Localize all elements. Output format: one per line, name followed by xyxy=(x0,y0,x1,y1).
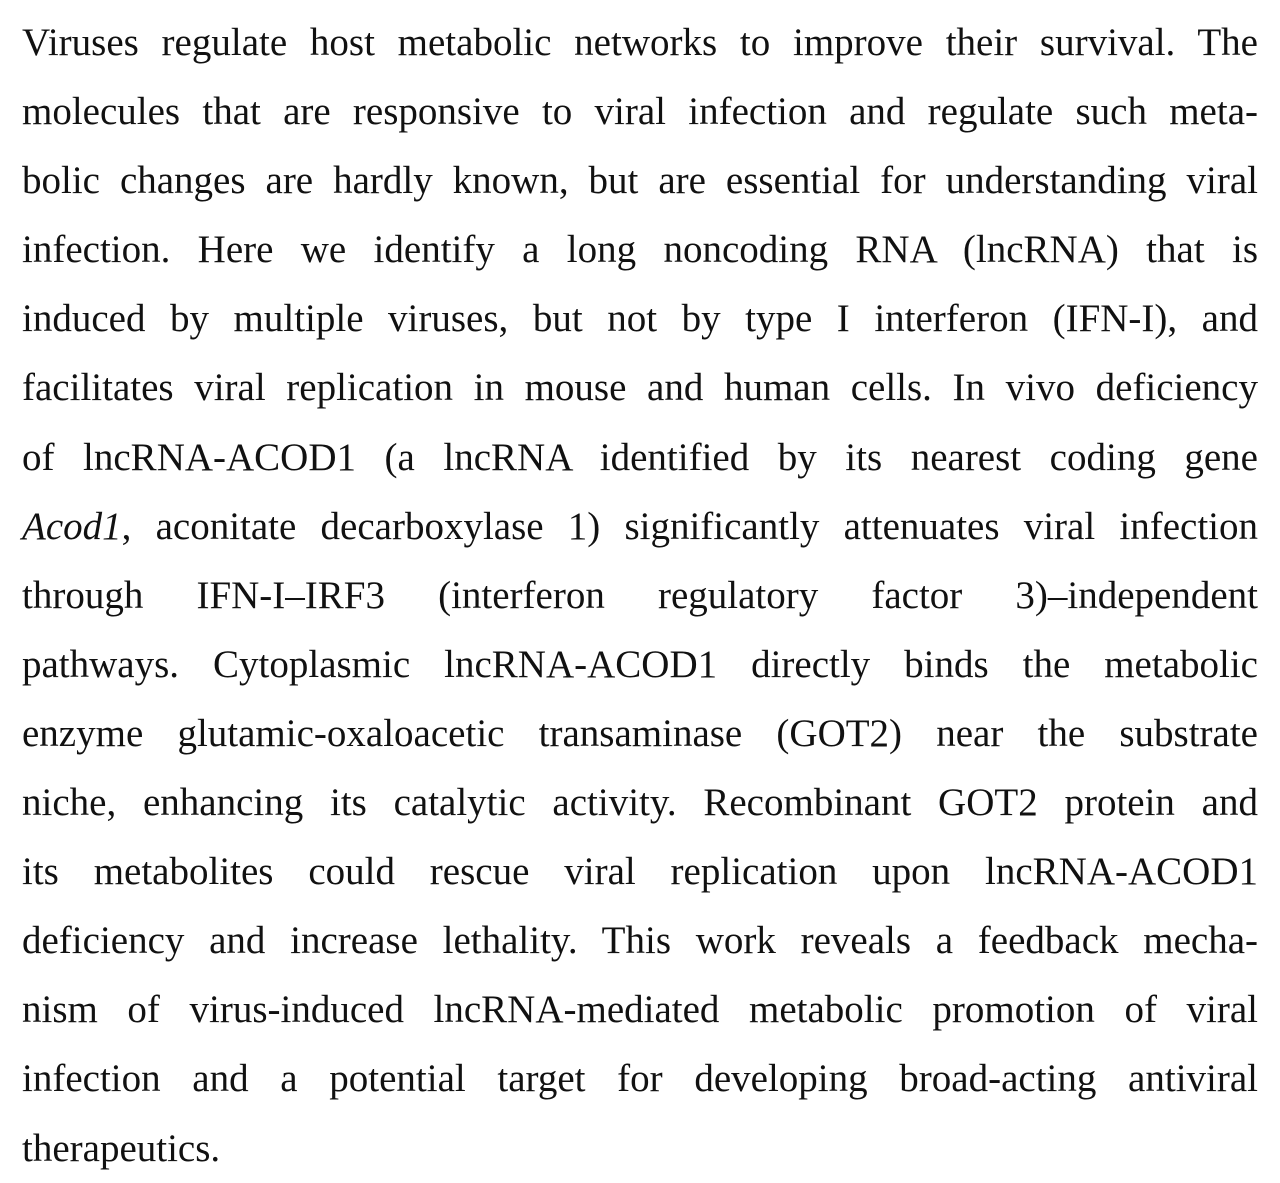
abstract-line: infection and a potential target for developing broad-acting antiviral xyxy=(22,1057,1258,1101)
abstract-line: niche, enhancing its catalytic activity. Recombinant GOT2 protein and xyxy=(22,781,1258,825)
abstract-line: enzyme glutamic-oxaloacetic transaminase (GOT2) near the substrate xyxy=(22,711,1258,755)
abstract-line: of lncRNA-ACOD1 (a lncRNA identified by its nearest coding gene xyxy=(22,435,1258,479)
abstract-line: through IFN-I–IRF3 (interferon regulatory factor 3)–independent xyxy=(22,573,1258,617)
abstract-line: bolic changes are hardly known, but are essential for understanding viral xyxy=(22,159,1258,203)
abstract-line: deficiency and increase lethality. This work reveals a feedback mecha- xyxy=(22,919,1258,963)
abstract-line: induced by multiple viruses, but not by type I interferon (IFN-I), and xyxy=(22,297,1258,341)
abstract-line: Acod1, aconitate decarboxylase 1) significantly attenuates viral infection xyxy=(22,504,1258,548)
abstract-line: facilitates viral replication in mouse and human cells. In vivo deficiency xyxy=(22,366,1258,410)
gene-name-italic: Acod1 xyxy=(22,504,122,548)
abstract-line: therapeutics. xyxy=(22,1126,221,1170)
abstract-line: nism of virus-induced lncRNA-mediated metabolic promotion of viral xyxy=(22,988,1258,1032)
abstract-line: molecules that are responsive to viral infection and regulate such meta- xyxy=(22,90,1258,134)
abstract-line: pathways. Cytoplasmic lncRNA-ACOD1 directly binds the metabolic xyxy=(22,642,1258,686)
abstract-paragraph xyxy=(22,8,1258,1183)
abstract-line: Viruses regulate host metabolic networks to improve their survival. The xyxy=(22,21,1258,64)
abstract-line: its metabolites could rescue viral replication upon lncRNA-ACOD1 xyxy=(22,850,1258,894)
abstract-line: infection. Here we identify a long noncoding RNA (lncRNA) that is xyxy=(22,228,1258,272)
